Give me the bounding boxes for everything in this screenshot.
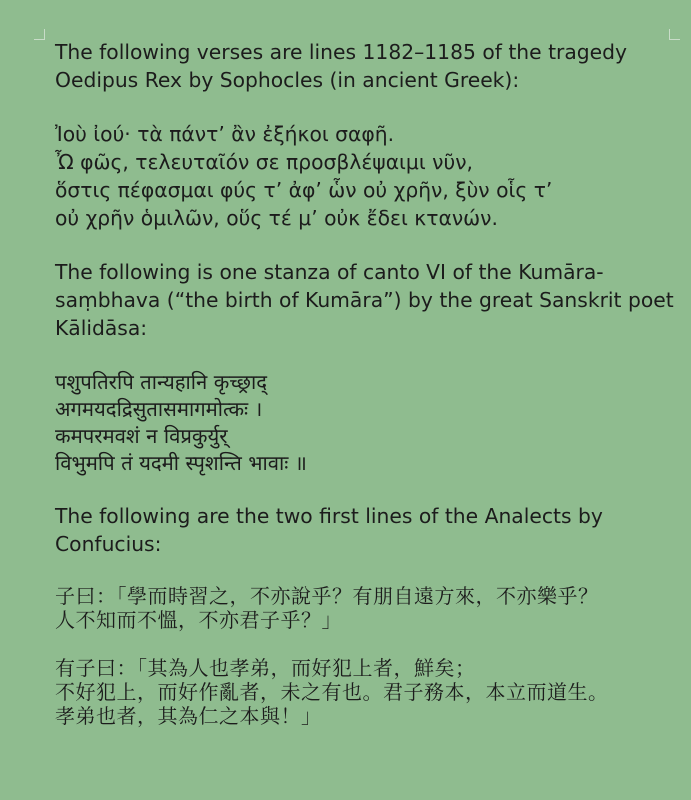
crop-mark-top-left [34,29,45,40]
verse-line: कमपरमवशं न विप्रकुर्युर् [55,424,228,448]
verse-line: 有子曰：「其為人也孝弟，而好犯上者，鮮矣； [55,656,476,680]
verse-line: οὐ χρῆν ὁμιλῶν, οὕς τέ μ’ οὐκ ἔδει κτανών. [55,206,498,230]
verse-line: 不好犯上，而好作亂者，未之有也。君子務本，本立而道生。 [55,680,609,704]
verse-line: 孝弟也者，其為仁之本與！」 [55,704,322,728]
verse-line: विभुमपि तं यदमी स्पृशन्ति भावाः ॥ [55,451,307,475]
text-line: Confucius: [55,532,162,556]
intro-greek-paragraph [55,38,675,94]
verse-line: अगमयदद्रिसुतासमागमोत्कः । [55,397,263,421]
chinese-passage-2 [55,656,675,728]
verse-line: ὅστις πέφασμαι φύς τ’ ἀφ’ ὧν οὐ χρῆν, ξὺν οἷς τ’ [55,178,553,202]
text-line: Oedipus Rex by Sophocles (in ancient Greek): [55,68,520,92]
text-line: The following verses are lines 1182–1185 of the tragedy [55,40,628,64]
intro-sanskrit-paragraph [55,258,675,342]
verse-line: 子曰：「學而時習之，不亦說乎？有朋自遠方來，不亦樂乎？ [55,584,599,608]
text-line: saṃbhava (“the birth of Kumāra”) by the great Sanskrit poet [55,288,674,312]
verse-line: 人不知而不慍，不亦君子乎？」 [55,608,342,632]
sanskrit-verses [55,368,675,476]
intro-chinese-paragraph [55,502,675,558]
text-line: Kālidāsa: [55,316,148,340]
verse-line: Ὦ φῶς, τελευταῖόν σε προσβλέψαιμι νῦν, [55,150,473,174]
verse-line: पशुपतिरपि तान्यहानि कृच्छ्राद् [55,370,267,394]
text-line: The following is one stanza of canto VI of the Kumāra- [55,260,604,284]
greek-verses [55,120,675,232]
document-body [55,38,675,728]
verse-line: Ἰοὺ ἰού· τὰ πάντ’ ἂν ἐξήκοι σαφῆ. [55,122,395,146]
text-line: The following are the two first lines of the Analects by [55,504,603,528]
chinese-passage-1 [55,584,675,632]
